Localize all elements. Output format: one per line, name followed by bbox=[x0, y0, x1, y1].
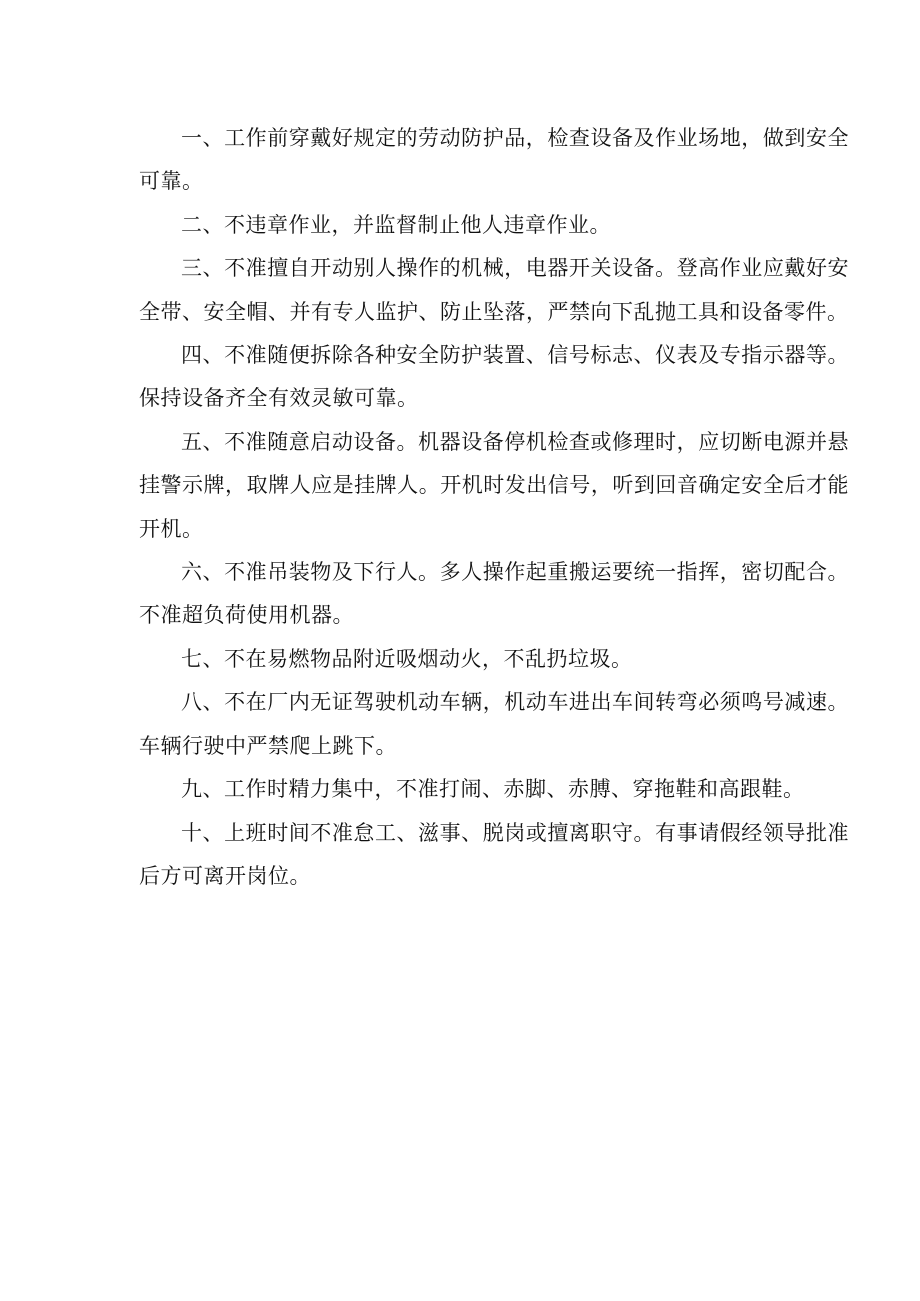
rule-2: 二、不违章作业，并监督制止他人违章作业。 bbox=[181, 212, 611, 237]
rule-7: 七、不在易燃物品附近吸烟动火，不乱扔垃圾。 bbox=[181, 646, 633, 671]
rule-10: 十、上班时间不准怠工、滋事、脱岗或擅离职守。有事请假经领导批准后方可离开岗位。 bbox=[139, 820, 849, 888]
rule-9: 九、工作时精力集中，不准打闹、赤脚、赤膊、穿拖鞋和高跟鞋。 bbox=[181, 777, 805, 802]
safety-rules-document bbox=[139, 117, 849, 898]
rule-5: 五、不准随意启动设备。机器设备停机检查或修理时，应切断电源并悬挂警示牌，取牌人应是挂牌人。开机时发出信号，听到回音确定安全后才能开机。 bbox=[139, 429, 849, 541]
rule-3: 三、不准擅自开动别人操作的机械，电器开关设备。登高作业应戴好安全带、安全帽、并有专人监护、防止坠落，严禁向下乱抛工具和设备零件。 bbox=[139, 256, 849, 324]
rule-8: 八、不在厂内无证驾驶机动车辆，机动车进出车间转弯必须鸣号减速。车辆行驶中严禁爬上跳下。 bbox=[139, 690, 849, 758]
rule-6: 六、不准吊装物及下行人。多人操作起重搬运要统一指挥，密切配合。不准超负荷使用机器。 bbox=[139, 560, 849, 628]
rule-4: 四、不准随便拆除各种安全防护装置、信号标志、仪表及专指示器等。保持设备齐全有效灵敏可靠。 bbox=[139, 343, 849, 411]
rule-1: 一、工作前穿戴好规定的劳动防护品，检查设备及作业场地，做到安全可靠。 bbox=[139, 126, 849, 194]
